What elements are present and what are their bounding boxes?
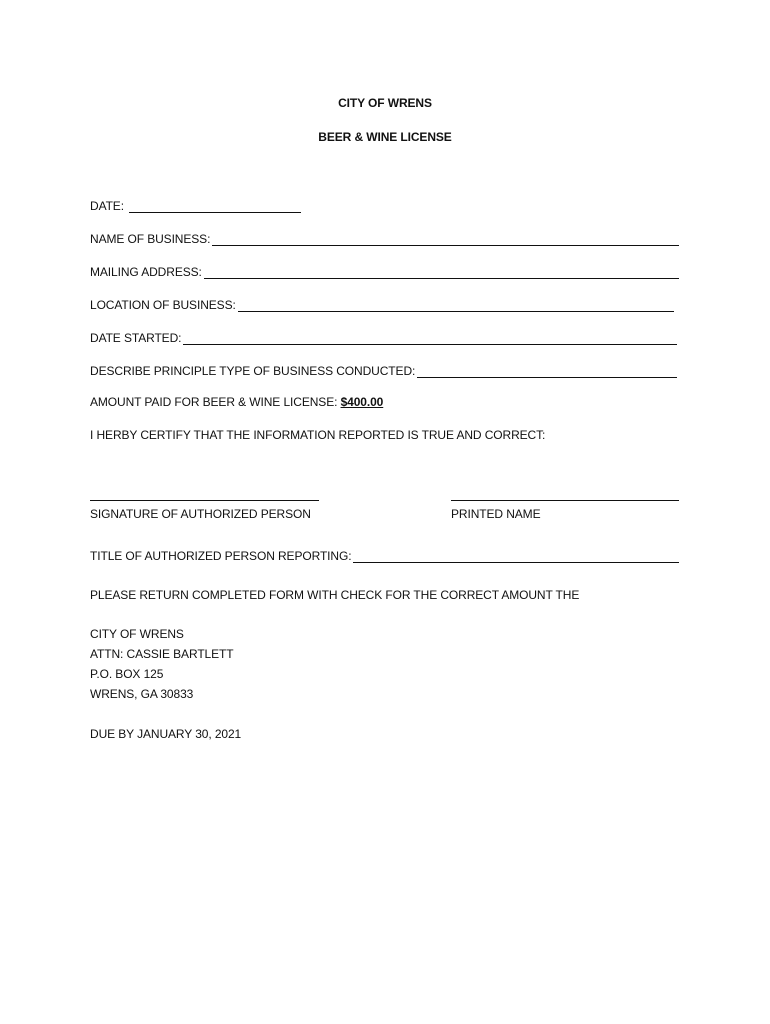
- amount-paid-line: [90, 395, 383, 409]
- printed-name-label: PRINTED NAME: [451, 507, 541, 521]
- amount-value: $400.00: [340, 395, 384, 409]
- date-started-field: [90, 329, 677, 345]
- due-date: DUE BY JANUARY 30, 2021: [90, 727, 242, 741]
- date-line[interactable]: [129, 200, 301, 213]
- amount-label: AMOUNT PAID FOR BEER & WINE LICENSE:: [90, 395, 338, 409]
- date-label: DATE:: [90, 199, 124, 213]
- mailing-address-line[interactable]: [204, 266, 679, 279]
- mailing-address-field: [90, 263, 679, 279]
- location-field: [90, 296, 674, 312]
- address-line-2: ATTN: CASSIE BARTLETT: [90, 647, 234, 661]
- date-started-label: DATE STARTED:: [90, 331, 182, 345]
- address-line-4: WRENS, GA 30833: [90, 687, 194, 701]
- business-name-line[interactable]: [212, 233, 679, 246]
- printed-name-line[interactable]: [451, 499, 679, 501]
- return-instructions: PLEASE RETURN COMPLETED FORM WITH CHECK FOR THE CORRECT AMOUNT THE: [90, 588, 580, 602]
- signature-label: SIGNATURE OF AUTHORIZED PERSON: [90, 507, 311, 521]
- address-line-1: CITY OF WRENS: [90, 627, 184, 641]
- signature-line[interactable]: [90, 499, 319, 501]
- license-heading: BEER & WINE LICENSE: [318, 130, 452, 144]
- date-field: [90, 197, 301, 213]
- address-line-3: P.O. BOX 125: [90, 667, 164, 681]
- date-started-line[interactable]: [183, 332, 677, 345]
- business-name-field: [90, 230, 679, 246]
- business-type-field: [90, 362, 677, 378]
- business-type-line[interactable]: [417, 365, 677, 378]
- title-line[interactable]: [353, 550, 679, 563]
- business-name-label: NAME OF BUSINESS:: [90, 232, 211, 246]
- mailing-address-label: MAILING ADDRESS:: [90, 265, 202, 279]
- location-label: LOCATION OF BUSINESS:: [90, 298, 236, 312]
- title-label: TITLE OF AUTHORIZED PERSON REPORTING:: [90, 549, 352, 563]
- city-heading: CITY OF WRENS: [338, 96, 432, 110]
- certify-statement: I HERBY CERTIFY THAT THE INFORMATION REPORTED IS TRUE AND CORRECT:: [90, 428, 546, 442]
- title-field: [90, 547, 679, 563]
- location-line[interactable]: [238, 299, 674, 312]
- business-type-label: DESCRIBE PRINCIPLE TYPE OF BUSINESS CONDUCTED:: [90, 364, 416, 378]
